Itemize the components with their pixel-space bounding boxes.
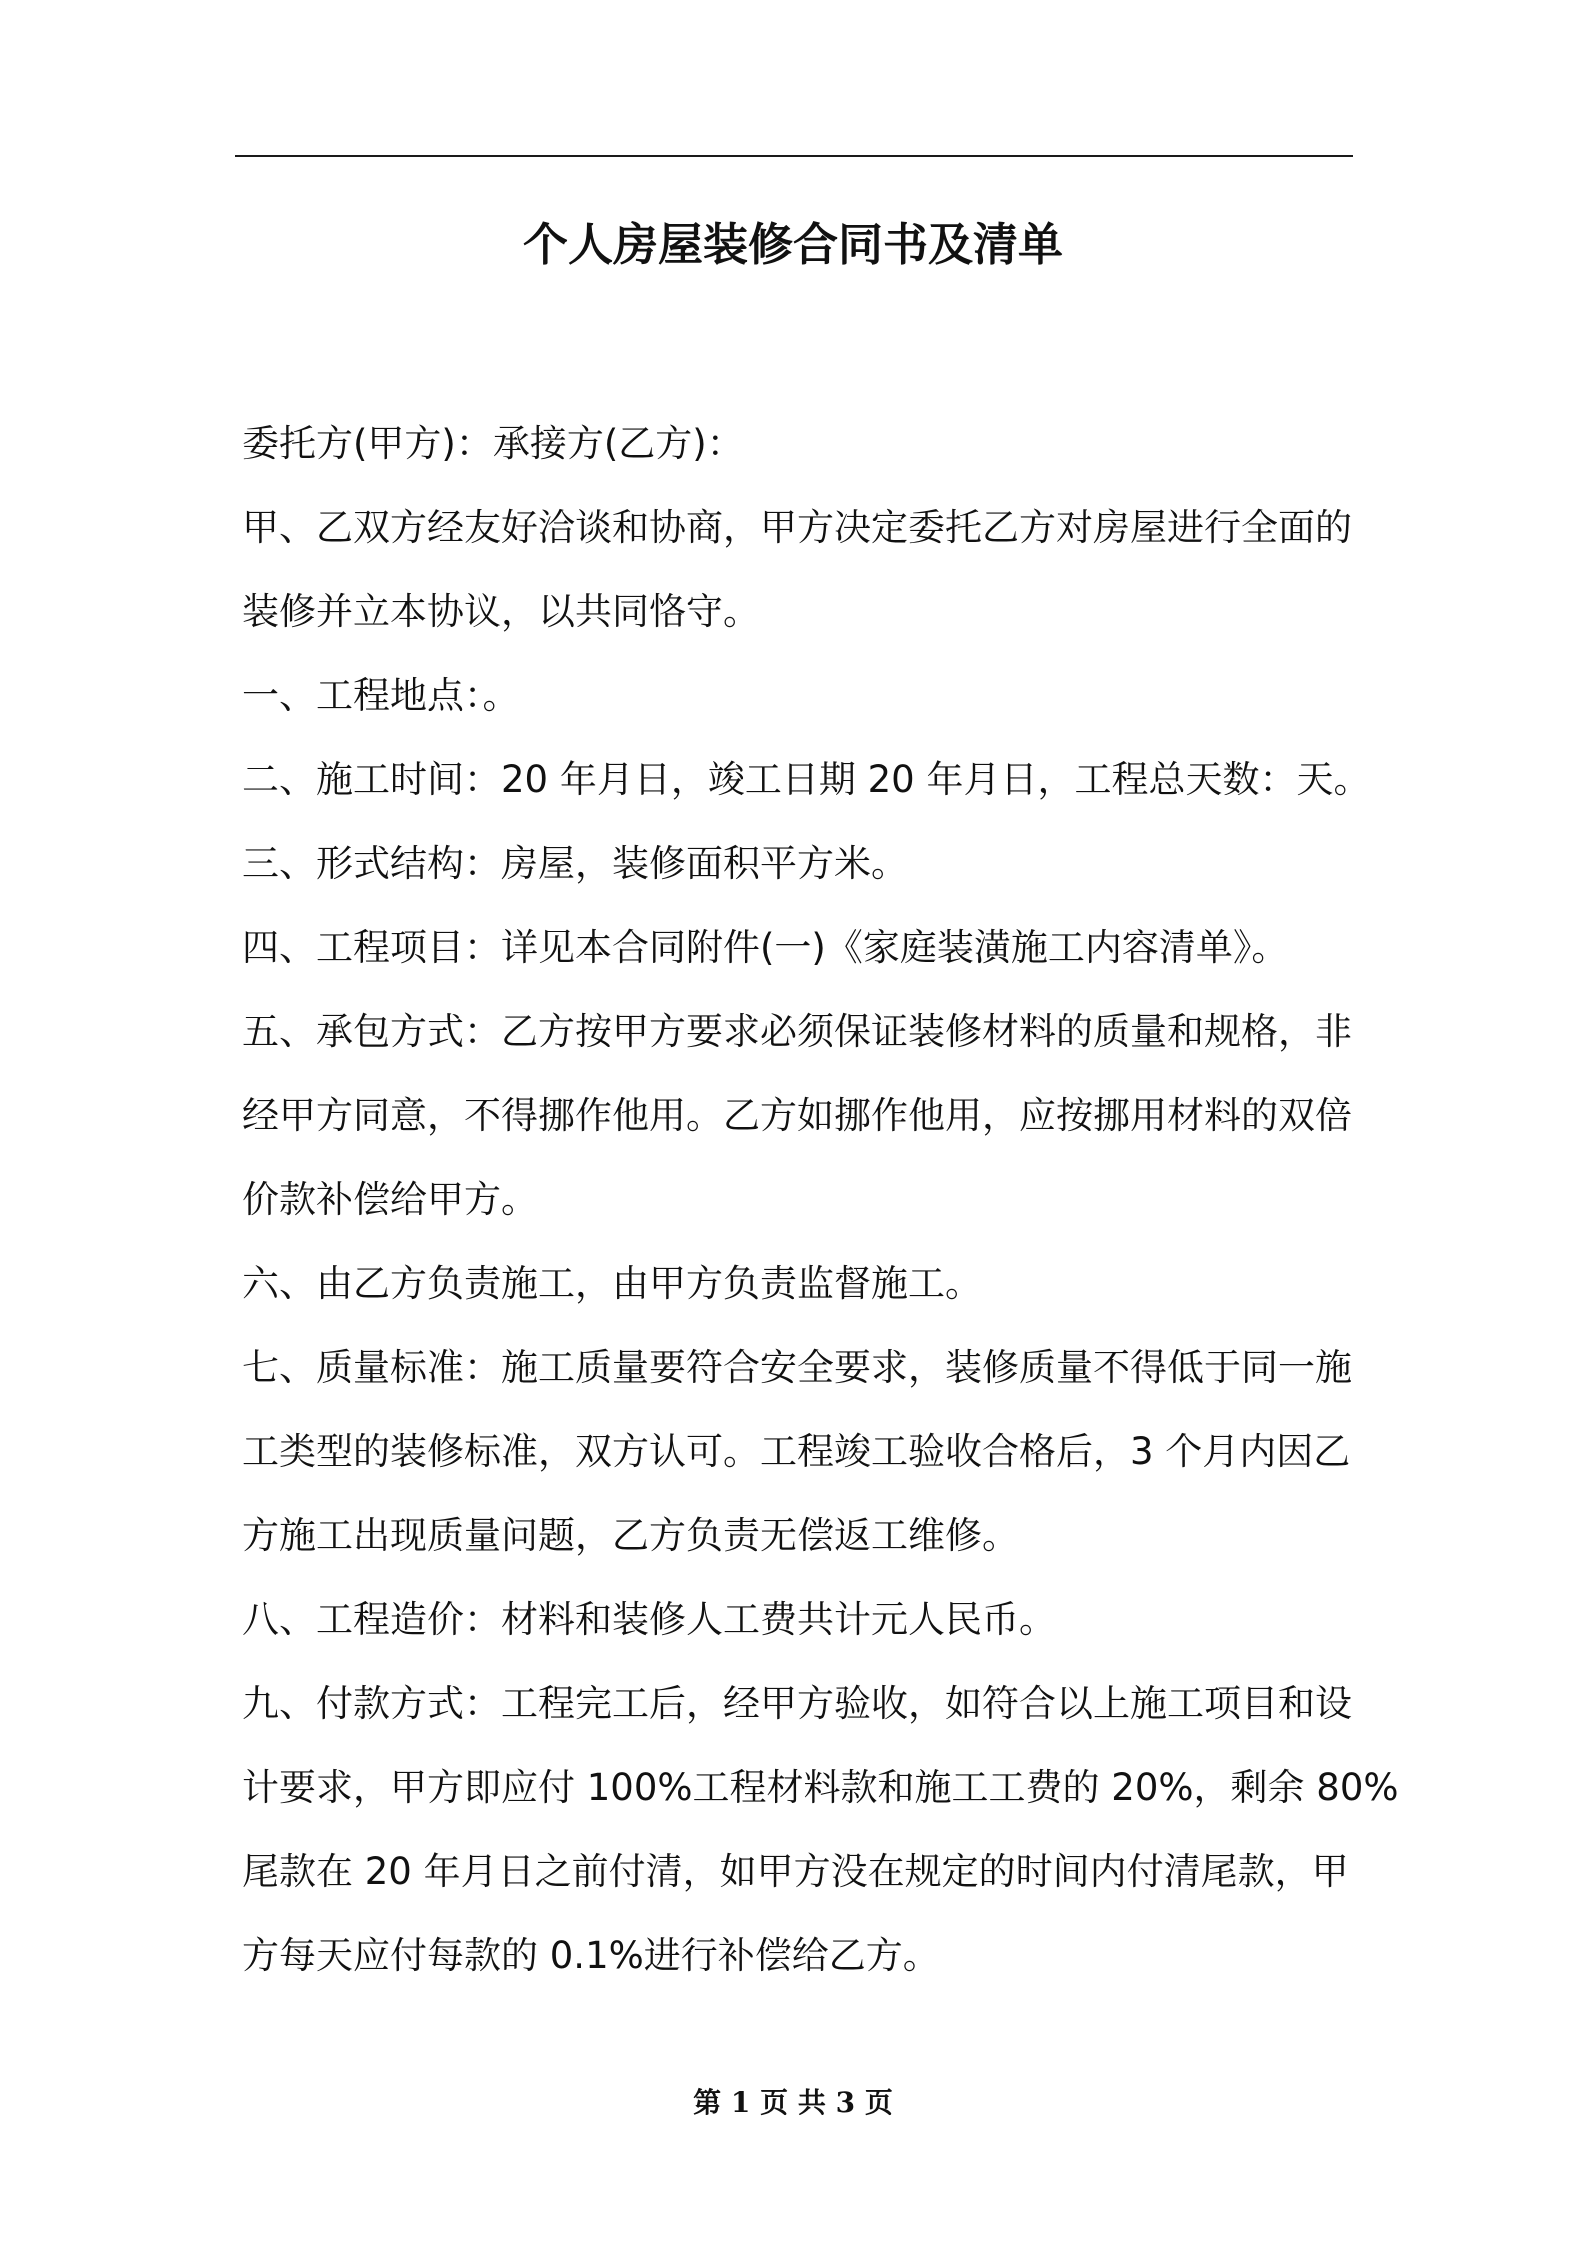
page-number-footer: 第 1 页 共 3 页 [693, 2086, 893, 2119]
clause-6-supervision: 六、由乙方负责施工，由甲方负责监督施工。 [242, 1262, 982, 1305]
preamble-line-2: 装修并立本协议，以共同恪守。 [242, 590, 760, 633]
clause-3-structure: 三、形式结构：房屋，装修面积平方米。 [242, 842, 908, 885]
preamble-line-1: 甲、乙双方经友好洽谈和协商，甲方决定委托乙方对房屋进行全面的 [242, 506, 1352, 549]
header-rule [235, 155, 1353, 157]
clause-5-line-3: 价款补偿给甲方。 [242, 1178, 538, 1221]
clause-2-schedule: 二、施工时间：20 年月日，竣工日期 20 年月日，工程总天数：天。 [242, 758, 1371, 801]
clause-4-items: 四、工程项目：详见本合同附件(一)《家庭装潢施工内容清单》。 [242, 926, 1289, 969]
clause-1-location: 一、工程地点：。 [242, 674, 520, 717]
clause-7-line-1: 七、质量标准：施工质量要符合安全要求，装修质量不得低于同一施 [242, 1346, 1352, 1389]
contract-body [242, 402, 1399, 1998]
party-names-line: 委托方(甲方)：承接方(乙方)： [242, 422, 744, 465]
clause-9-line-3: 尾款在 20 年月日之前付清，如甲方没在规定的时间内付清尾款，甲 [242, 1850, 1349, 1893]
clause-9-line-2: 计要求，甲方即应付 100%工程材料款和施工工费的 20%，剩余 80% [242, 1766, 1399, 1809]
clause-9-line-1: 九、付款方式：工程完工后，经甲方验收，如符合以上施工项目和设 [242, 1682, 1352, 1725]
document-title: 个人房屋装修合同书及清单 [522, 218, 1063, 271]
clause-5-line-1: 五、承包方式：乙方按甲方要求必须保证装修材料的质量和规格，非 [242, 1010, 1352, 1053]
clause-8-cost: 八、工程造价：材料和装修人工费共计元人民币。 [242, 1598, 1056, 1641]
clause-7-line-3: 方施工出现质量问题，乙方负责无偿返工维修。 [242, 1514, 1019, 1557]
clause-5-line-2: 经甲方同意，不得挪作他用。乙方如挪作他用，应按挪用材料的双倍 [242, 1094, 1352, 1137]
clause-7-line-2: 工类型的装修标准，双方认可。工程竣工验收合格后，3 个月内因乙 [242, 1430, 1351, 1473]
clause-9-line-4: 方每天应付每款的 0.1%进行补偿给乙方。 [242, 1934, 940, 1977]
